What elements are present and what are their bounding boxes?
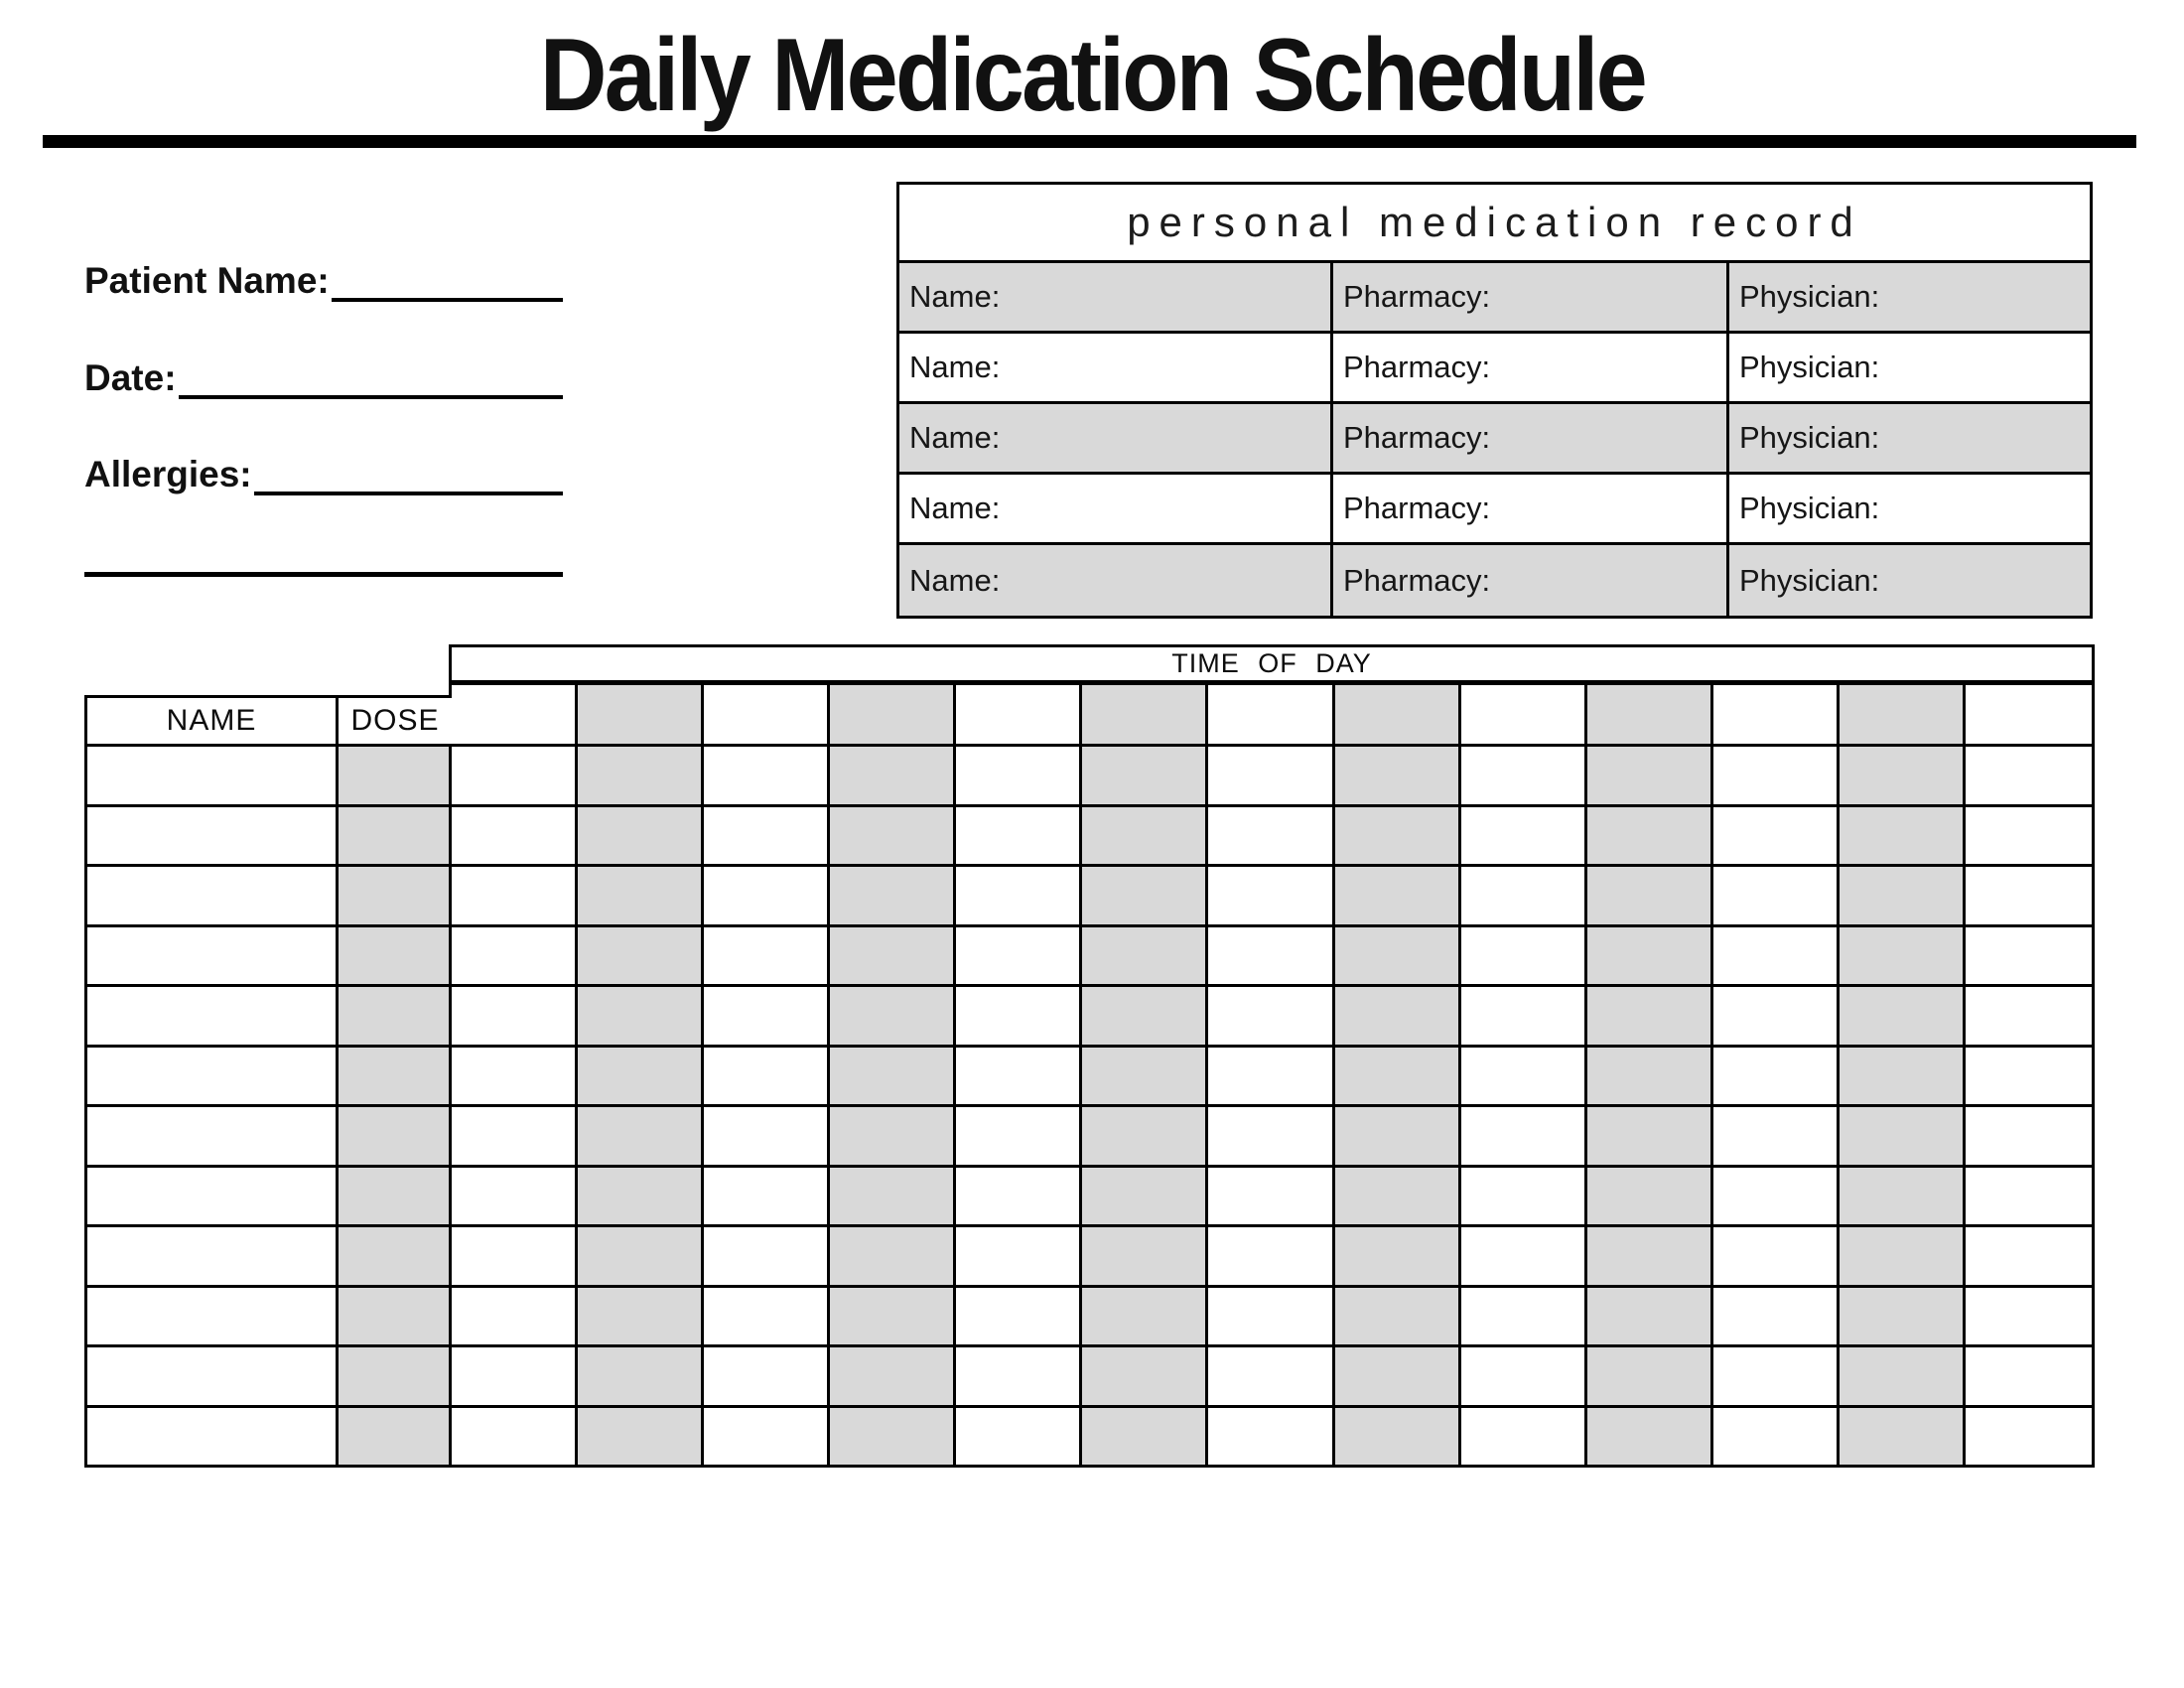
time-grid-cell[interactable] xyxy=(578,987,704,1048)
time-grid-cell[interactable] xyxy=(1461,747,1587,807)
time-grid-cell[interactable] xyxy=(1587,987,1713,1048)
time-grid-cell[interactable] xyxy=(830,747,956,807)
time-grid-cell[interactable] xyxy=(1587,1347,1713,1408)
record-pharmacy-cell[interactable] xyxy=(1333,334,1729,401)
time-grid-cell[interactable] xyxy=(1208,1288,1334,1348)
time-grid-cell[interactable] xyxy=(452,1168,578,1228)
record-name-label: Name: xyxy=(909,420,1001,455)
time-grid-cell[interactable] xyxy=(452,987,578,1048)
time-grid-cell[interactable] xyxy=(1335,1048,1461,1108)
record-physician-cell[interactable] xyxy=(1729,334,2090,401)
record-table-title: personal medication record xyxy=(899,185,2090,263)
time-grid-cell[interactable] xyxy=(830,1048,956,1108)
time-slot-cell[interactable] xyxy=(1966,685,2092,744)
time-grid-cell[interactable] xyxy=(1840,927,1966,988)
record-pharmacy-label: Pharmacy: xyxy=(1343,491,1491,525)
time-grid-cell[interactable] xyxy=(1966,1408,2092,1469)
medication-name-cell[interactable] xyxy=(87,927,339,988)
record-physician-cell[interactable] xyxy=(1729,404,2090,472)
record-physician-label: Physician: xyxy=(1739,491,1880,525)
time-grid-cell[interactable] xyxy=(1966,807,2092,868)
time-grid-cell[interactable] xyxy=(1461,1107,1587,1168)
time-grid-cell[interactable] xyxy=(1082,747,1208,807)
time-grid-cell[interactable] xyxy=(1840,1107,1966,1168)
record-pharmacy-label: Pharmacy: xyxy=(1343,562,1491,598)
time-grid-cell[interactable] xyxy=(1335,867,1461,927)
record-pharmacy-cell[interactable] xyxy=(1333,404,1729,472)
time-grid-cell[interactable] xyxy=(704,1347,830,1408)
time-grid-cell[interactable] xyxy=(704,807,830,868)
time-grid-cell[interactable] xyxy=(1208,747,1334,807)
medication-name-cell[interactable] xyxy=(87,747,339,807)
time-grid-cell[interactable] xyxy=(1713,1048,1840,1108)
time-grid-cell[interactable] xyxy=(1082,1408,1208,1469)
time-grid-cell[interactable] xyxy=(1587,1408,1713,1469)
record-name-label: Name: xyxy=(909,562,1001,598)
time-grid-cell[interactable] xyxy=(1335,1227,1461,1288)
time-slot-cell[interactable] xyxy=(1082,685,1208,744)
time-grid-cell[interactable] xyxy=(1335,747,1461,807)
time-grid-cell[interactable] xyxy=(452,1227,578,1288)
time-grid-cell[interactable] xyxy=(1587,1048,1713,1108)
record-name-cell[interactable] xyxy=(899,334,1333,401)
dose-cell[interactable] xyxy=(339,1168,452,1228)
time-grid-cell[interactable] xyxy=(578,1288,704,1348)
time-grid-cell[interactable] xyxy=(956,1168,1082,1228)
time-grid-cell[interactable] xyxy=(1840,1408,1966,1469)
time-grid-cell[interactable] xyxy=(1461,807,1587,868)
record-name-label: Name: xyxy=(909,350,1001,384)
time-grid-cell[interactable] xyxy=(452,1107,578,1168)
time-grid-cell[interactable] xyxy=(578,1408,704,1469)
time-grid-cell[interactable] xyxy=(956,1288,1082,1348)
time-grid-cell[interactable] xyxy=(1587,1168,1713,1228)
time-grid-cell[interactable] xyxy=(1082,1227,1208,1288)
allergies-field xyxy=(84,450,563,495)
medication-name-cell[interactable] xyxy=(87,1227,339,1288)
time-grid-cell[interactable] xyxy=(1082,927,1208,988)
time-grid-cell[interactable] xyxy=(1713,1168,1840,1228)
time-grid-cell[interactable] xyxy=(1840,1227,1966,1288)
record-pharmacy-cell[interactable] xyxy=(1333,545,1729,616)
time-grid-cell[interactable] xyxy=(956,1048,1082,1108)
record-pharmacy-label: Pharmacy: xyxy=(1343,350,1491,384)
time-grid-cell[interactable] xyxy=(956,867,1082,927)
time-grid-cell[interactable] xyxy=(830,1107,956,1168)
time-grid-cell[interactable] xyxy=(1713,987,1840,1048)
dose-cell[interactable] xyxy=(339,1288,452,1348)
time-grid-cell[interactable] xyxy=(830,927,956,988)
record-physician-cell[interactable] xyxy=(1729,475,2090,542)
record-physician-label: Physician: xyxy=(1739,562,1880,598)
patient-name-label: Patient Name: xyxy=(84,260,330,302)
time-slot-cell[interactable] xyxy=(452,685,578,744)
time-grid-cell[interactable] xyxy=(1082,1168,1208,1228)
time-grid-cell[interactable] xyxy=(1840,807,1966,868)
time-grid-cell[interactable] xyxy=(452,1347,578,1408)
record-name-label: Name: xyxy=(909,491,1001,525)
time-grid-cell[interactable] xyxy=(1840,1048,1966,1108)
time-grid-cell[interactable] xyxy=(1335,987,1461,1048)
time-grid-cell[interactable] xyxy=(1966,1227,2092,1288)
time-grid-cell[interactable] xyxy=(830,807,956,868)
record-name-cell[interactable] xyxy=(899,545,1333,616)
time-grid-cell[interactable] xyxy=(578,747,704,807)
medication-name-cell[interactable] xyxy=(87,1288,339,1348)
time-grid-cell[interactable] xyxy=(956,1227,1082,1288)
time-grid-cell[interactable] xyxy=(578,927,704,988)
time-grid-cell[interactable] xyxy=(1713,867,1840,927)
time-grid-cell[interactable] xyxy=(1840,1168,1966,1228)
time-grid-cell[interactable] xyxy=(830,1227,956,1288)
record-physician-cell[interactable] xyxy=(1729,545,2090,616)
time-grid-cell[interactable] xyxy=(1966,747,2092,807)
schedule-body xyxy=(84,747,2095,1468)
medication-name-cell[interactable] xyxy=(87,1107,339,1168)
time-grid-cell[interactable] xyxy=(1840,1288,1966,1348)
time-slot-cell[interactable] xyxy=(830,685,956,744)
patient-name-input-line[interactable] xyxy=(332,262,563,302)
time-grid-cell[interactable] xyxy=(1082,1347,1208,1408)
time-slot-cell[interactable] xyxy=(1840,685,1966,744)
time-slot-row xyxy=(449,685,2095,747)
time-grid-cell[interactable] xyxy=(1082,987,1208,1048)
record-pharmacy-cell[interactable] xyxy=(1333,475,1729,542)
record-physician-label: Physician: xyxy=(1739,420,1880,455)
time-slot-cell[interactable] xyxy=(1587,685,1713,744)
medication-name-cell[interactable] xyxy=(87,867,339,927)
time-grid-cell[interactable] xyxy=(704,1408,830,1469)
time-slot-cell[interactable] xyxy=(578,685,704,744)
time-slot-cell[interactable] xyxy=(1713,685,1840,744)
dose-column-header: DOSE xyxy=(350,704,440,737)
time-grid-cell[interactable] xyxy=(578,867,704,927)
time-grid-cell[interactable] xyxy=(1082,807,1208,868)
time-grid-cell[interactable] xyxy=(1966,927,2092,988)
time-grid-cell[interactable] xyxy=(1208,867,1334,927)
time-grid-cell[interactable] xyxy=(1461,1168,1587,1228)
medication-name-cell[interactable] xyxy=(87,807,339,868)
dose-cell[interactable] xyxy=(339,1347,452,1408)
time-grid-cell[interactable] xyxy=(452,1048,578,1108)
time-grid-cell[interactable] xyxy=(1713,1107,1840,1168)
time-of-day-header: TIME OF DAY xyxy=(449,644,2095,685)
time-slot-cell[interactable] xyxy=(1461,685,1587,744)
time-grid-cell[interactable] xyxy=(1840,867,1966,927)
record-row xyxy=(899,334,2090,404)
time-grid-cell[interactable] xyxy=(1208,1048,1334,1108)
time-grid-cell[interactable] xyxy=(704,1168,830,1228)
record-row xyxy=(899,404,2090,475)
dose-cell[interactable] xyxy=(339,867,452,927)
time-grid-cell[interactable] xyxy=(704,987,830,1048)
time-grid-cell[interactable] xyxy=(1082,867,1208,927)
time-grid-cell[interactable] xyxy=(578,1347,704,1408)
time-grid-cell[interactable] xyxy=(1208,1168,1334,1228)
time-grid-cell[interactable] xyxy=(1713,1347,1840,1408)
time-grid-cell[interactable] xyxy=(452,927,578,988)
record-row xyxy=(899,475,2090,545)
time-grid-cell[interactable] xyxy=(1461,1347,1587,1408)
time-grid-cell[interactable] xyxy=(1840,1347,1966,1408)
time-grid-cell[interactable] xyxy=(1335,1107,1461,1168)
time-grid-cell[interactable] xyxy=(704,1288,830,1348)
record-row xyxy=(899,263,2090,334)
dose-cell[interactable] xyxy=(339,807,452,868)
time-grid-cell[interactable] xyxy=(1713,1227,1840,1288)
time-grid-cell[interactable] xyxy=(1461,1288,1587,1348)
time-grid-cell[interactable] xyxy=(578,1168,704,1228)
time-grid-cell[interactable] xyxy=(1461,1408,1587,1469)
time-grid-cell[interactable] xyxy=(1335,1288,1461,1348)
time-grid-cell[interactable] xyxy=(956,1107,1082,1168)
record-row xyxy=(899,545,2090,616)
time-grid-cell[interactable] xyxy=(830,1168,956,1228)
time-grid-cell[interactable] xyxy=(1461,927,1587,988)
time-grid-cell[interactable] xyxy=(1713,1408,1840,1469)
name-column-header: NAME xyxy=(87,698,339,744)
medication-name-cell[interactable] xyxy=(87,987,339,1048)
allergies-label: Allergies: xyxy=(84,454,252,495)
time-grid-cell[interactable] xyxy=(704,1048,830,1108)
time-grid-cell[interactable] xyxy=(1208,987,1334,1048)
time-grid-cell[interactable] xyxy=(1966,1168,2092,1228)
time-grid-cell[interactable] xyxy=(1713,807,1840,868)
time-grid-cell[interactable] xyxy=(452,807,578,868)
record-pharmacy-cell[interactable] xyxy=(1333,263,1729,331)
time-grid-cell[interactable] xyxy=(1208,1107,1334,1168)
page-title: Daily Medication Schedule xyxy=(530,18,1653,142)
time-grid-cell[interactable] xyxy=(1840,747,1966,807)
time-grid-cell[interactable] xyxy=(1966,1288,2092,1348)
record-pharmacy-label: Pharmacy: xyxy=(1343,279,1491,314)
time-grid-cell[interactable] xyxy=(956,1408,1082,1469)
time-grid-cell[interactable] xyxy=(1966,1107,2092,1168)
time-grid-cell[interactable] xyxy=(1587,747,1713,807)
time-slot-cell[interactable] xyxy=(956,685,1082,744)
medication-name-cell[interactable] xyxy=(87,1048,339,1108)
time-grid-cell[interactable] xyxy=(830,867,956,927)
time-grid-cell[interactable] xyxy=(1966,1048,2092,1108)
time-grid-cell[interactable] xyxy=(1335,1408,1461,1469)
time-grid-cell[interactable] xyxy=(1335,927,1461,988)
time-grid-cell[interactable] xyxy=(1082,1288,1208,1348)
time-grid-cell[interactable] xyxy=(578,1048,704,1108)
time-grid-cell[interactable] xyxy=(1587,807,1713,868)
time-grid-cell[interactable] xyxy=(1208,807,1334,868)
time-grid-cell[interactable] xyxy=(830,1408,956,1469)
time-grid-cell[interactable] xyxy=(578,807,704,868)
time-grid-cell[interactable] xyxy=(1587,1227,1713,1288)
time-grid-cell[interactable] xyxy=(452,747,578,807)
dose-cell[interactable] xyxy=(339,1408,452,1469)
record-name-cell[interactable] xyxy=(899,263,1333,331)
medication-name-cell[interactable] xyxy=(87,1347,339,1408)
time-grid-cell[interactable] xyxy=(1208,1227,1334,1288)
time-grid-cell[interactable] xyxy=(704,1107,830,1168)
record-physician-label: Physician: xyxy=(1739,279,1880,314)
time-grid-cell[interactable] xyxy=(830,1347,956,1408)
record-physician-cell[interactable] xyxy=(1729,263,2090,331)
dose-cell[interactable] xyxy=(339,987,452,1048)
time-grid-cell[interactable] xyxy=(704,867,830,927)
dose-cell[interactable] xyxy=(339,747,452,807)
time-grid-cell[interactable] xyxy=(1461,867,1587,927)
time-grid-cell[interactable] xyxy=(1461,987,1587,1048)
patient-name-field xyxy=(84,256,563,302)
time-grid-cell[interactable] xyxy=(830,1288,956,1348)
time-grid-cell[interactable] xyxy=(1335,1347,1461,1408)
time-slot-cell[interactable] xyxy=(704,685,830,744)
record-physician-label: Physician: xyxy=(1739,350,1880,384)
time-grid-cell[interactable] xyxy=(1587,867,1713,927)
time-grid-cell[interactable] xyxy=(956,1347,1082,1408)
time-grid-cell[interactable] xyxy=(1966,987,2092,1048)
time-grid-cell[interactable] xyxy=(452,867,578,927)
title-block xyxy=(0,18,2184,142)
time-slot-cell[interactable] xyxy=(1335,685,1461,744)
time-grid-cell[interactable] xyxy=(956,747,1082,807)
allergies-continuation-line[interactable] xyxy=(84,572,563,577)
date-label: Date: xyxy=(84,357,177,399)
time-slot-cell[interactable] xyxy=(1208,685,1334,744)
time-grid-cell[interactable] xyxy=(1966,1347,2092,1408)
date-field xyxy=(84,353,563,399)
time-grid-cell[interactable] xyxy=(1335,807,1461,868)
time-grid-cell[interactable] xyxy=(1840,987,1966,1048)
time-grid-cell[interactable] xyxy=(956,927,1082,988)
time-grid-cell[interactable] xyxy=(1713,1288,1840,1348)
time-grid-cell[interactable] xyxy=(956,807,1082,868)
time-grid-cell[interactable] xyxy=(1208,1347,1334,1408)
time-grid-cell[interactable] xyxy=(1208,1408,1334,1469)
time-grid-cell[interactable] xyxy=(1587,927,1713,988)
time-grid-cell[interactable] xyxy=(1587,1288,1713,1348)
time-grid-cell[interactable] xyxy=(1082,1048,1208,1108)
time-grid-cell[interactable] xyxy=(452,1408,578,1469)
time-grid-cell[interactable] xyxy=(956,987,1082,1048)
time-grid-cell[interactable] xyxy=(452,1288,578,1348)
time-grid-cell[interactable] xyxy=(704,747,830,807)
dose-cell[interactable] xyxy=(339,1227,452,1288)
time-grid-cell[interactable] xyxy=(1082,1107,1208,1168)
time-grid-cell[interactable] xyxy=(578,1227,704,1288)
date-input-line[interactable] xyxy=(179,359,563,399)
record-name-label: Name: xyxy=(909,279,1001,314)
title-divider xyxy=(43,135,2136,148)
record-name-cell[interactable] xyxy=(899,475,1333,542)
time-grid-cell[interactable] xyxy=(1335,1168,1461,1228)
allergies-input-line[interactable] xyxy=(254,456,563,495)
time-grid-cell[interactable] xyxy=(578,1107,704,1168)
dose-cell[interactable] xyxy=(339,1107,452,1168)
time-grid-cell[interactable] xyxy=(1208,927,1334,988)
time-grid-cell[interactable] xyxy=(704,1227,830,1288)
time-grid-cell[interactable] xyxy=(1966,867,2092,927)
medication-name-cell[interactable] xyxy=(87,1168,339,1228)
time-grid-cell[interactable] xyxy=(1713,927,1840,988)
time-grid-cell[interactable] xyxy=(704,927,830,988)
time-grid-cell[interactable] xyxy=(1587,1107,1713,1168)
medication-name-cell[interactable] xyxy=(87,1408,339,1469)
time-grid-cell[interactable] xyxy=(1461,1048,1587,1108)
dose-cell[interactable] xyxy=(339,927,452,988)
time-grid-cell[interactable] xyxy=(1461,1227,1587,1288)
personal-medication-record-table xyxy=(896,182,2093,619)
name-dose-header-row xyxy=(84,695,452,747)
time-grid-cell[interactable] xyxy=(1713,747,1840,807)
time-grid-cell[interactable] xyxy=(830,987,956,1048)
dose-cell[interactable] xyxy=(339,1048,452,1108)
record-name-cell[interactable] xyxy=(899,404,1333,472)
record-pharmacy-label: Pharmacy: xyxy=(1343,420,1491,455)
